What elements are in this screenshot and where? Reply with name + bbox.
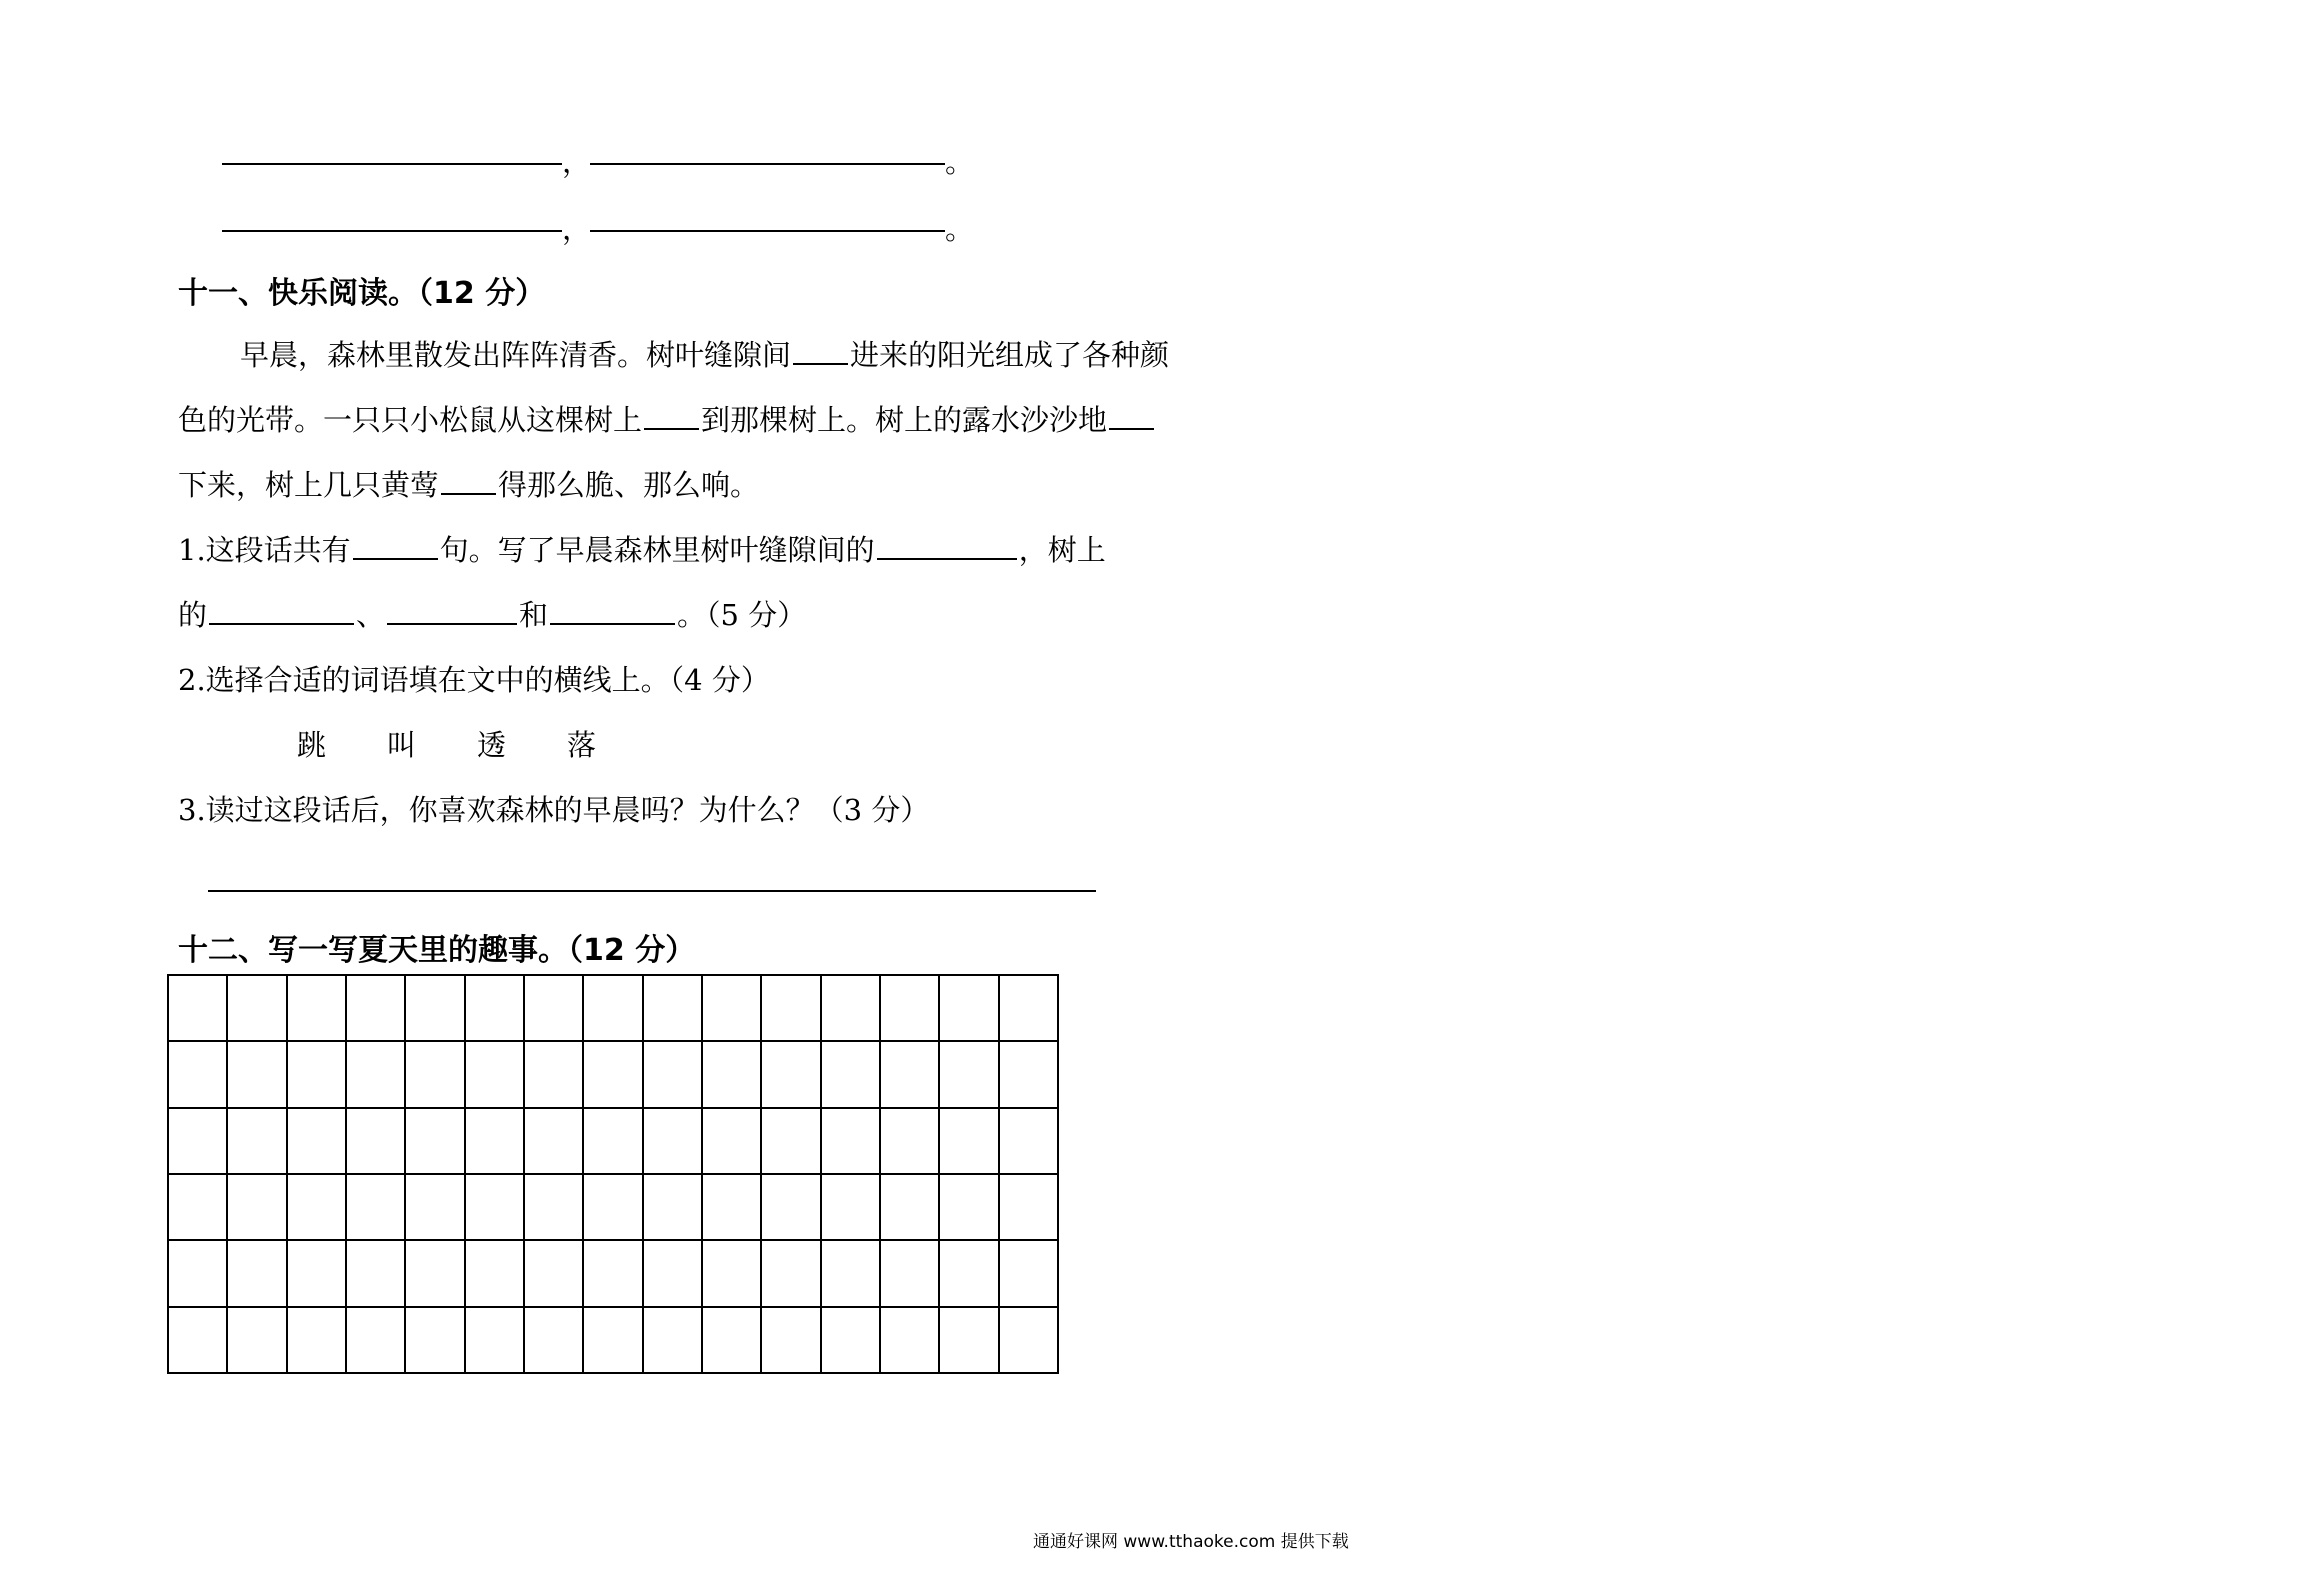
grid-cell[interactable] bbox=[1000, 1175, 1059, 1241]
period-1: 。 bbox=[945, 145, 975, 179]
word-4: 落 bbox=[567, 728, 597, 762]
word-2: 叫 bbox=[387, 728, 417, 762]
grid-cell[interactable] bbox=[703, 1241, 762, 1307]
q1-text-d: 的 bbox=[178, 598, 208, 632]
grid-cell[interactable] bbox=[525, 1308, 584, 1374]
grid-cell[interactable] bbox=[822, 976, 881, 1042]
grid-cell[interactable] bbox=[703, 1109, 762, 1175]
grid-cell[interactable] bbox=[228, 976, 287, 1042]
grid-cell[interactable] bbox=[169, 1308, 228, 1374]
grid-cell[interactable] bbox=[466, 1241, 525, 1307]
grid-cell[interactable] bbox=[406, 1109, 465, 1175]
passage-line-3-a: 下来，树上几只黄莺 bbox=[178, 468, 440, 502]
grid-cell[interactable] bbox=[644, 1175, 703, 1241]
grid-cell[interactable] bbox=[169, 1042, 228, 1108]
grid-cell[interactable] bbox=[881, 976, 940, 1042]
section-12-heading: 十二、写一写夏天里的趣事。（12 分） bbox=[178, 933, 696, 968]
grid-cell[interactable] bbox=[703, 1308, 762, 1374]
grid-cell[interactable] bbox=[525, 1175, 584, 1241]
grid-cell[interactable] bbox=[940, 1308, 999, 1374]
passage-line-1 bbox=[240, 333, 1169, 374]
grid-cell[interactable] bbox=[881, 1109, 940, 1175]
q1-text-g: 。（5 分） bbox=[677, 598, 807, 632]
grid-cell[interactable] bbox=[1000, 1241, 1059, 1307]
passage-line-2-a: 色的光带。一只只小松鼠从这棵树上 bbox=[178, 403, 643, 437]
answer-blank-2[interactable] bbox=[590, 163, 945, 165]
word-3: 透 bbox=[477, 728, 507, 762]
section-11-heading: 十一、快乐阅读。（12 分） bbox=[178, 276, 546, 311]
answer-blank-1[interactable] bbox=[222, 163, 562, 165]
grid-cell[interactable] bbox=[703, 1042, 762, 1108]
q1-text-f: 和 bbox=[519, 598, 549, 632]
grid-cell[interactable] bbox=[228, 1308, 287, 1374]
grid-cell[interactable] bbox=[822, 1308, 881, 1374]
passage-line-3 bbox=[178, 463, 759, 504]
grid-cell[interactable] bbox=[406, 1241, 465, 1307]
grid-cell[interactable] bbox=[288, 1241, 347, 1307]
grid-cell[interactable] bbox=[940, 1241, 999, 1307]
q1-blank-tree-3[interactable] bbox=[550, 594, 675, 625]
grid-cell[interactable] bbox=[1000, 1109, 1059, 1175]
grid-cell[interactable] bbox=[169, 1241, 228, 1307]
grid-cell[interactable] bbox=[940, 976, 999, 1042]
grid-cell[interactable] bbox=[288, 1109, 347, 1175]
grid-cell[interactable] bbox=[1000, 976, 1059, 1042]
passage-blank-2[interactable] bbox=[644, 399, 699, 430]
word-bank bbox=[297, 723, 657, 764]
grid-cell[interactable] bbox=[584, 1042, 643, 1108]
grid-cell[interactable] bbox=[525, 1042, 584, 1108]
q1-text-e: 、 bbox=[356, 598, 386, 632]
grid-cell[interactable] bbox=[347, 1109, 406, 1175]
grid-cell[interactable] bbox=[584, 1109, 643, 1175]
answer-blank-3[interactable] bbox=[222, 230, 562, 232]
passage-line-2-b: 到那棵树上。树上的露水沙沙地 bbox=[701, 403, 1108, 437]
grid-cell[interactable] bbox=[169, 1109, 228, 1175]
grid-cell[interactable] bbox=[406, 1308, 465, 1374]
q1-blank-sentences[interactable] bbox=[353, 529, 438, 560]
grid-cell[interactable] bbox=[762, 1241, 821, 1307]
grid-cell[interactable] bbox=[466, 1308, 525, 1374]
grid-cell[interactable] bbox=[881, 1042, 940, 1108]
grid-cell[interactable] bbox=[169, 976, 228, 1042]
grid-cell[interactable] bbox=[584, 976, 643, 1042]
q1-blank-tree-1[interactable] bbox=[209, 594, 354, 625]
grid-cell[interactable] bbox=[644, 1042, 703, 1108]
grid-cell[interactable] bbox=[822, 1241, 881, 1307]
q1-blank-tree-2[interactable] bbox=[387, 594, 517, 625]
grid-cell[interactable] bbox=[881, 1241, 940, 1307]
grid-cell[interactable] bbox=[584, 1241, 643, 1307]
grid-cell[interactable] bbox=[288, 1308, 347, 1374]
grid-cell[interactable] bbox=[762, 1308, 821, 1374]
question-1-line-2 bbox=[178, 593, 806, 634]
grid-cell[interactable] bbox=[644, 1308, 703, 1374]
grid-cell[interactable] bbox=[822, 1109, 881, 1175]
grid-cell[interactable] bbox=[406, 976, 465, 1042]
grid-cell[interactable] bbox=[525, 1241, 584, 1307]
period-2: 。 bbox=[945, 212, 975, 246]
grid-cell[interactable] bbox=[1000, 1308, 1059, 1374]
question-3-answer-line[interactable] bbox=[208, 890, 1096, 892]
grid-cell[interactable] bbox=[347, 1042, 406, 1108]
passage-blank-1[interactable] bbox=[793, 334, 848, 365]
grid-cell[interactable] bbox=[347, 1175, 406, 1241]
grid-cell[interactable] bbox=[762, 1109, 821, 1175]
grid-cell[interactable] bbox=[940, 1042, 999, 1108]
grid-cell[interactable] bbox=[881, 1175, 940, 1241]
question-3: 3.读过这段话后，你喜欢森林的早晨吗？为什么？（3 分） bbox=[178, 793, 930, 827]
grid-cell[interactable] bbox=[288, 1175, 347, 1241]
word-1: 跳 bbox=[297, 728, 327, 762]
grid-cell[interactable] bbox=[822, 1175, 881, 1241]
grid-cell[interactable] bbox=[466, 1109, 525, 1175]
question-1-line-1 bbox=[178, 528, 1106, 569]
grid-cell[interactable] bbox=[347, 976, 406, 1042]
grid-cell[interactable] bbox=[822, 1042, 881, 1108]
grid-cell[interactable] bbox=[466, 976, 525, 1042]
grid-cell[interactable] bbox=[703, 976, 762, 1042]
answer-blank-4[interactable] bbox=[590, 230, 945, 232]
passage-line-1-a: 早晨，森林里散发出阵阵清香。树叶缝隙间 bbox=[240, 338, 792, 372]
grid-cell[interactable] bbox=[347, 1241, 406, 1307]
grid-cell[interactable] bbox=[228, 1109, 287, 1175]
grid-cell[interactable] bbox=[584, 1308, 643, 1374]
grid-cell[interactable] bbox=[644, 1241, 703, 1307]
grid-cell[interactable] bbox=[881, 1308, 940, 1374]
grid-cell[interactable] bbox=[347, 1308, 406, 1374]
passage-line-1-b: 进来的阳光组成了各种颜 bbox=[850, 338, 1170, 372]
grid-cell[interactable] bbox=[288, 1042, 347, 1108]
grid-cell[interactable] bbox=[466, 1042, 525, 1108]
grid-cell[interactable] bbox=[644, 976, 703, 1042]
grid-cell[interactable] bbox=[525, 976, 584, 1042]
grid-cell[interactable] bbox=[762, 976, 821, 1042]
q1-text-c: ，树上 bbox=[1018, 533, 1106, 567]
comma-1: ， bbox=[562, 145, 592, 179]
grid-cell[interactable] bbox=[228, 1042, 287, 1108]
passage-blank-4[interactable] bbox=[441, 464, 496, 495]
grid-cell[interactable] bbox=[228, 1241, 287, 1307]
grid-cell[interactable] bbox=[1000, 1042, 1059, 1108]
passage-line-2 bbox=[178, 398, 1156, 439]
grid-cell[interactable] bbox=[466, 1175, 525, 1241]
footer-credit: 通通好课网 www.tthaoke.com 提供下载 bbox=[1033, 1532, 1349, 1552]
writing-grid[interactable] bbox=[167, 974, 1059, 1374]
grid-cell[interactable] bbox=[406, 1042, 465, 1108]
question-2: 2.选择合适的词语填在文中的横线上。（4 分） bbox=[178, 663, 770, 697]
grid-cell[interactable] bbox=[169, 1175, 228, 1241]
grid-cell[interactable] bbox=[940, 1109, 999, 1175]
grid-cell[interactable] bbox=[525, 1109, 584, 1175]
grid-cell[interactable] bbox=[228, 1175, 287, 1241]
passage-blank-3[interactable] bbox=[1109, 399, 1154, 430]
q1-text-a: 1.这段话共有 bbox=[178, 533, 351, 567]
comma-2: ， bbox=[562, 212, 592, 246]
grid-cell[interactable] bbox=[584, 1175, 643, 1241]
passage-line-3-b: 得那么脆、那么响。 bbox=[498, 468, 760, 502]
grid-cell[interactable] bbox=[762, 1175, 821, 1241]
grid-cell[interactable] bbox=[406, 1175, 465, 1241]
grid-cell[interactable] bbox=[288, 976, 347, 1042]
q1-blank-gap[interactable] bbox=[877, 529, 1017, 560]
grid-cell[interactable] bbox=[940, 1175, 999, 1241]
grid-cell[interactable] bbox=[703, 1175, 762, 1241]
q1-text-b: 句。写了早晨森林里树叶缝隙间的 bbox=[439, 533, 875, 567]
grid-cell[interactable] bbox=[762, 1042, 821, 1108]
grid-cell[interactable] bbox=[644, 1109, 703, 1175]
